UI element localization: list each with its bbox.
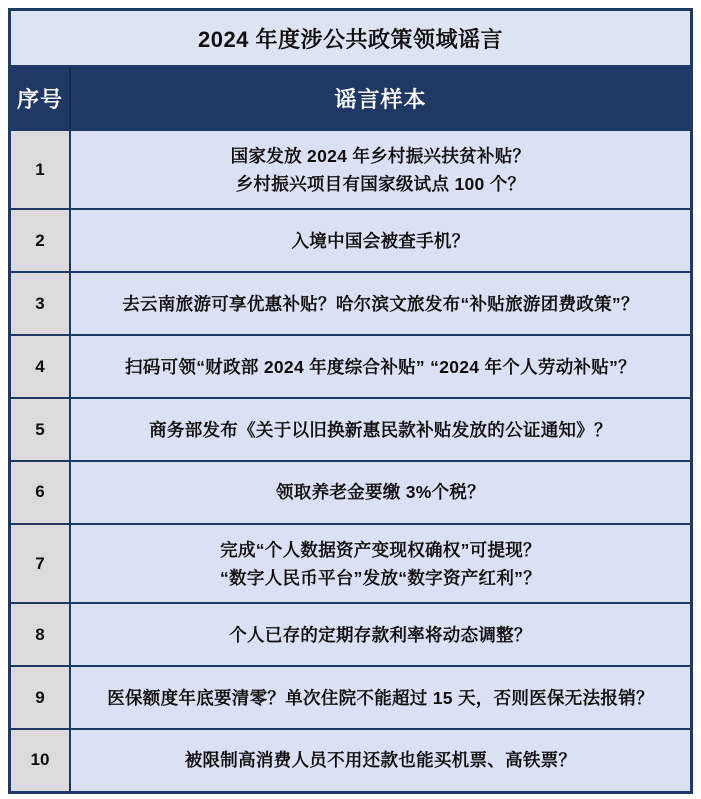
row-index: 9 — [11, 667, 71, 728]
rumor-sample-line: 国家发放 2024 年乡村振兴扶贫补贴？ — [230, 145, 531, 166]
rumor-sample — [71, 667, 690, 728]
rumor-sample-line: 乡村振兴项目有国家级试点 100 个？ — [235, 173, 526, 194]
rumor-sample-line: 领取养老金要缴 3%个税？ — [275, 482, 486, 503]
row-index: 1 — [11, 131, 71, 208]
row-index: 2 — [11, 210, 71, 271]
table-row — [11, 208, 690, 271]
rumor-sample — [71, 210, 690, 271]
rumor-sample-line: 扫码可领“财政部 2024 年度综合补贴” “2024 年个人劳动补贴”？ — [125, 356, 636, 377]
rumor-sample-line: 入境中国会被查手机？ — [291, 230, 470, 251]
rumor-sample — [71, 730, 690, 791]
rumor-table — [8, 8, 693, 794]
row-index: 8 — [11, 604, 71, 665]
rumor-sample-line: “数字人民币平台”发放“数字资产红利”？ — [220, 567, 541, 588]
rumor-sample — [71, 604, 690, 665]
rumor-sample-line: 去云南旅游可享优惠补贴？哈尔滨文旅发布“补贴旅游团费政策”？ — [122, 293, 639, 314]
rumor-sample — [71, 525, 690, 602]
table-row — [11, 334, 690, 397]
header-cell-sample: 谣言样本 — [334, 86, 427, 112]
row-index: 5 — [11, 399, 71, 460]
table-title: 2024 年度涉公共政策领域谣言 — [11, 11, 690, 65]
table-row — [11, 397, 690, 460]
table-row — [11, 271, 690, 334]
rumor-sample-line: 被限制高消费人员不用还款也能买机票、高铁票？ — [184, 750, 577, 771]
rumor-sample-line: 商务部发布《关于以旧换新惠民款补贴发放的公证通知》？ — [149, 419, 612, 440]
row-index: 3 — [11, 273, 71, 334]
rumor-sample-line: 完成“个人数据资产变现权确权”可提现？ — [220, 539, 541, 560]
table-row — [11, 523, 690, 602]
rumor-sample — [71, 462, 690, 523]
row-index: 4 — [11, 336, 71, 397]
rumor-sample — [71, 131, 690, 208]
rumor-sample — [71, 273, 690, 334]
rumor-sample — [71, 336, 690, 397]
table-row — [11, 460, 690, 523]
table-body — [11, 129, 690, 791]
table-row — [11, 129, 690, 208]
row-index: 7 — [11, 525, 71, 602]
table-header — [11, 65, 690, 129]
rumor-sample — [71, 399, 690, 460]
row-index: 6 — [11, 462, 71, 523]
rumor-sample-line: 医保额度年底要清零？单次住院不能超过 15 天，否则医保无法报销？ — [107, 687, 654, 708]
rumor-sample-line: 个人已存的定期存款利率将动态调整？ — [229, 624, 532, 645]
table-row — [11, 728, 690, 791]
table-row — [11, 665, 690, 728]
header-cell-index: 序号 — [11, 67, 71, 129]
table-row — [11, 602, 690, 665]
row-index: 10 — [11, 730, 71, 791]
